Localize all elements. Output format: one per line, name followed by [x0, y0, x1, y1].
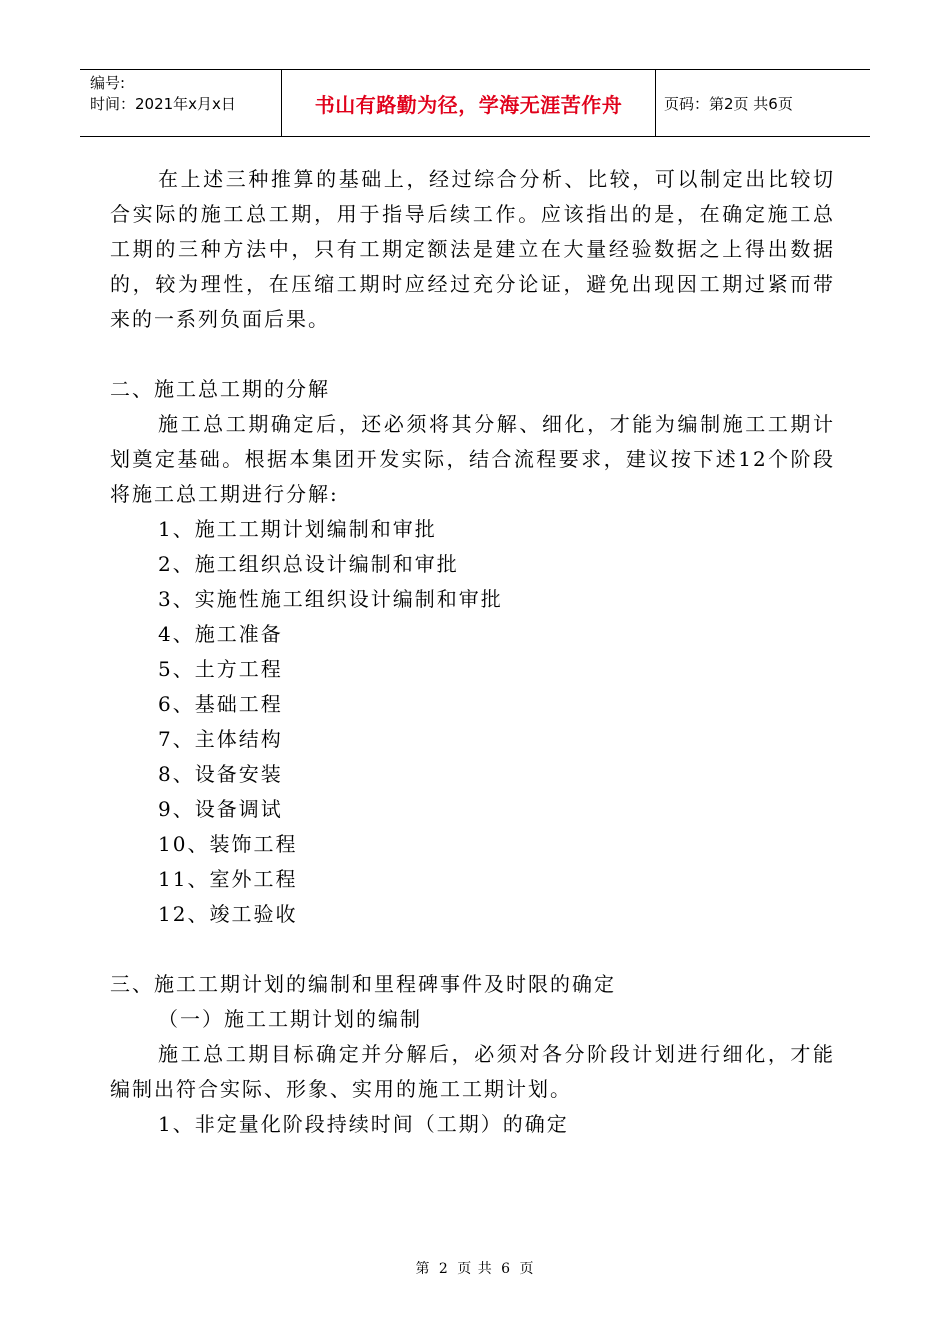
- list-item: 3、实施性施工组织设计编制和审批: [158, 587, 503, 611]
- subitem-duration: 1、非定量化阶段持续时间（工期）的确定: [158, 1112, 569, 1136]
- subsection-heading-plan: （一）施工工期计划的编制: [158, 1007, 422, 1031]
- paragraph-plan: 施工总工期目标确定并分解后，必须对各分阶段计划进行细化，才能编制出符合实际、形象、实用的施工工期计划。: [110, 1042, 835, 1101]
- header-motto-cell: [282, 70, 656, 136]
- list-item: 2、施工组织总设计编制和审批: [158, 552, 459, 576]
- list-item: 9、设备调试: [158, 797, 283, 821]
- footer-total-pages: 6: [501, 1261, 512, 1277]
- page-footer: [0, 1258, 950, 1278]
- list-item: 6、基础工程: [158, 692, 283, 716]
- paragraph-schedule-summary: 在上述三种推算的基础上，经过综合分析、比较，可以制定出比较切合实际的施工总工期，用于指导后续工作。应该指出的是，在确定施工总工期的三种方法中，只有工期定额法是建立在大量经验数据之上得出数据的，较为理性，在压缩工期时应经过充分论证，避免出现因工期过紧而带来的一系列负面后果。: [110, 167, 835, 331]
- list-item: 4、施工准备: [158, 622, 283, 646]
- list-item: 10、装饰工程: [158, 832, 298, 856]
- spacer: [110, 932, 835, 967]
- list-item: 7、主体结构: [158, 727, 283, 751]
- list-item: 8、设备安装: [158, 762, 283, 786]
- list-item: 11、室外工程: [158, 867, 298, 891]
- document-code-label: 编号:: [90, 74, 126, 92]
- header-page-info: 页码：第2页 共6页: [664, 94, 793, 113]
- document-date: 时间：2021年x月x日: [90, 95, 236, 113]
- section-heading-decomposition: 二、施工总工期的分解: [110, 377, 330, 401]
- header-page-info-cell: [656, 70, 870, 136]
- header-meta: [80, 70, 282, 136]
- stage-list: [110, 512, 835, 932]
- list-item: 1、施工工期计划编制和审批: [158, 517, 437, 541]
- section-heading-plan: 三、施工工期计划的编制和里程碑事件及时限的确定: [110, 972, 616, 996]
- footer-suffix: 页: [519, 1261, 535, 1277]
- header-motto: 书山有路勤为径，学海无涯苦作舟: [314, 92, 623, 117]
- document-body: [110, 162, 835, 1142]
- footer-middle: 页 共: [457, 1261, 493, 1277]
- spacer: [110, 337, 835, 372]
- page-header: [80, 69, 870, 137]
- footer-prefix: 第: [415, 1261, 431, 1277]
- footer-current-page: 2: [438, 1261, 449, 1277]
- list-item: 12、竣工验收: [158, 902, 298, 926]
- paragraph-decomposition: 施工总工期确定后，还必须将其分解、细化，才能为编制施工工期计划奠定基础。根据本集团开发实际，结合流程要求，建议按下述12个阶段将施工总工期进行分解:: [110, 412, 835, 506]
- list-item: 5、土方工程: [158, 657, 283, 681]
